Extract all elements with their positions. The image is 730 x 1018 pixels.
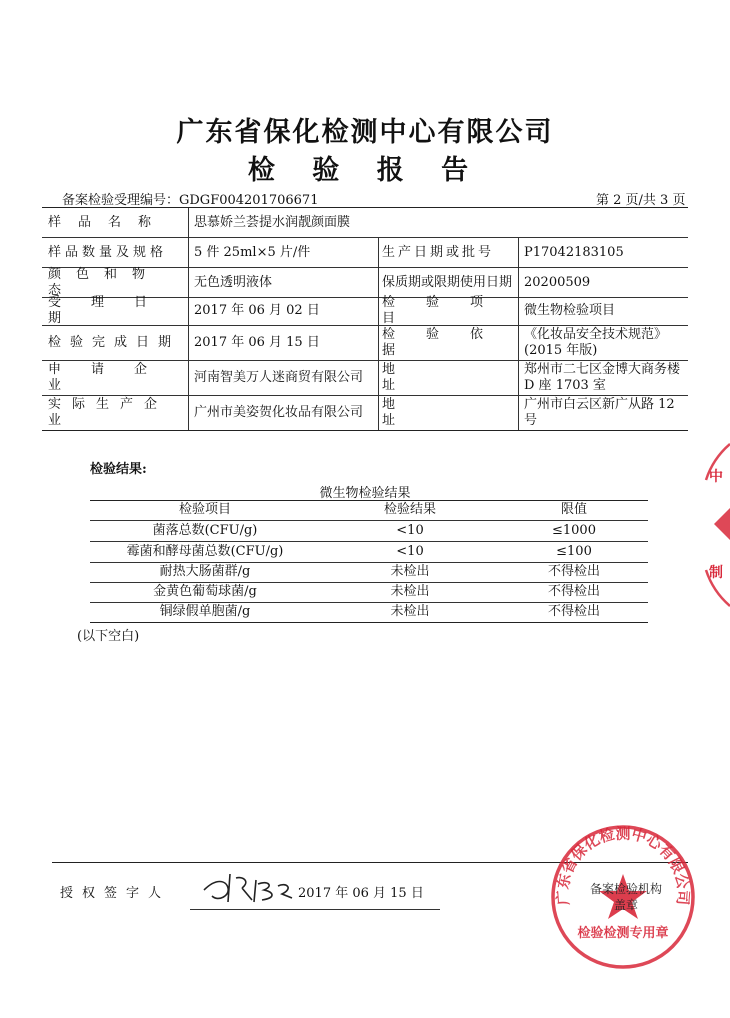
results-section-title: 检验结果: — [90, 462, 147, 477]
label-production-date: 生产日期或批号 — [382, 245, 495, 260]
result-limit: ≤100 — [556, 544, 592, 559]
table-top-border — [42, 207, 688, 208]
side-stamp-char-1: 中 — [709, 469, 723, 485]
signature-date: 2017 年 06 月 15 日 — [298, 886, 424, 901]
value-completion-date: 2017 年 06 月 15 日 — [194, 335, 320, 350]
result-item: 耐热大肠菌群/g — [159, 564, 251, 579]
label-test-basis: 检验依据 — [382, 327, 515, 358]
signature-line — [190, 909, 440, 910]
result-value: 未检出 — [390, 584, 430, 599]
value-acceptance-date: 2017 年 06 月 02 日 — [194, 303, 320, 318]
column-header-limit: 限值 — [560, 502, 587, 517]
label-applicant: 申请企业 — [48, 362, 178, 393]
end-note: (以下空白) — [77, 629, 140, 644]
value-batch-number: P17042183105 — [524, 245, 624, 260]
result-limit: 不得检出 — [547, 604, 600, 619]
label-sample-name: 样品名称 — [48, 215, 169, 230]
column-divider — [378, 238, 379, 430]
official-seal — [548, 822, 698, 972]
label-color-state: 颜色和物态 — [48, 267, 161, 298]
column-divider — [188, 208, 189, 430]
handwritten-signature — [198, 868, 298, 908]
page-info: 第 2 页/共 3 页 — [596, 193, 686, 208]
value-applicant: 河南智美万人迷商贸有限公司 — [194, 370, 364, 385]
filing-number: 备案检验受理编号：GDGF004201706671 — [62, 193, 319, 208]
row-divider — [42, 237, 688, 238]
side-stamp-fragment — [700, 440, 730, 610]
report-title: 检 验 报 告 — [247, 155, 483, 186]
value-sample-name: 思慕娇兰荟提水润靓颜面膜 — [194, 215, 351, 230]
result-value: <10 — [396, 523, 424, 538]
signature-label: 授权签字人 — [60, 886, 171, 901]
result-item: 霉菌和酵母菌总数(CFU/g) — [126, 544, 284, 559]
result-value: <10 — [396, 544, 424, 559]
seal-ring-text: 广东省保化检测中心有限公司 — [553, 824, 693, 906]
result-item: 铜绿假单胞菌/g — [159, 604, 251, 619]
column-header-item: 检验项目 — [178, 502, 231, 517]
value-applicant-address: 郑州市二七区金博大商务楼 D 座 1703 室 — [524, 362, 681, 393]
label-expiry-date: 保质期或限期使用日期 — [382, 275, 513, 290]
value-quantity-spec: 5 件 25ml×5 片/件 — [194, 245, 311, 260]
company-name: 广东省保化检测中心有限公司 — [176, 117, 554, 148]
result-limit: ≤1000 — [552, 523, 596, 538]
results-row-divider — [90, 541, 648, 542]
results-bottom-border — [90, 622, 648, 623]
row-divider — [42, 395, 688, 396]
column-header-result: 检验结果 — [383, 502, 436, 517]
result-value: 未检出 — [390, 564, 430, 579]
value-manufacturer: 广州市美姿贺化妆品有限公司 — [194, 405, 364, 420]
value-expiry-date: 20200509 — [524, 275, 591, 290]
results-table-title: 微生物检验结果 — [319, 486, 411, 501]
seal-agency-label: 备案检验机构 — [589, 882, 662, 896]
value-manufacturer-address: 广州市白云区新广从路 12 号 — [524, 397, 675, 428]
value-test-items: 微生物检验项目 — [524, 303, 616, 318]
result-limit: 不得检出 — [547, 564, 600, 579]
label-quantity-spec: 样品数量及规格 — [48, 245, 168, 260]
value-test-basis: 《化妆品安全技术规范》(2015 年版) — [524, 327, 668, 358]
result-item: 菌落总数(CFU/g) — [152, 523, 258, 538]
table-bottom-border — [42, 430, 688, 431]
value-color-state: 无色透明液体 — [194, 275, 273, 290]
side-stamp-char-2: 制 — [709, 565, 723, 581]
result-value: 未检出 — [390, 604, 430, 619]
label-acceptance-date: 受理日期 — [48, 295, 178, 326]
label-applicant-address: 地址 — [382, 362, 506, 393]
seal-stamp-label: 盖章 — [613, 898, 638, 912]
seal-bottom-text: 检验检测专用章 — [577, 926, 669, 941]
results-header-divider — [90, 520, 648, 521]
label-completion-date: 检验完成日期 — [48, 335, 181, 350]
result-item: 金黄色葡萄球菌/g — [153, 584, 257, 599]
column-divider — [518, 238, 519, 430]
label-manufacturer-address: 地址 — [382, 397, 506, 428]
label-manufacturer: 实际生产企业 — [48, 397, 169, 428]
label-test-items: 检验项目 — [382, 295, 515, 326]
result-limit: 不得检出 — [547, 584, 600, 599]
signature-scribble — [198, 868, 298, 908]
